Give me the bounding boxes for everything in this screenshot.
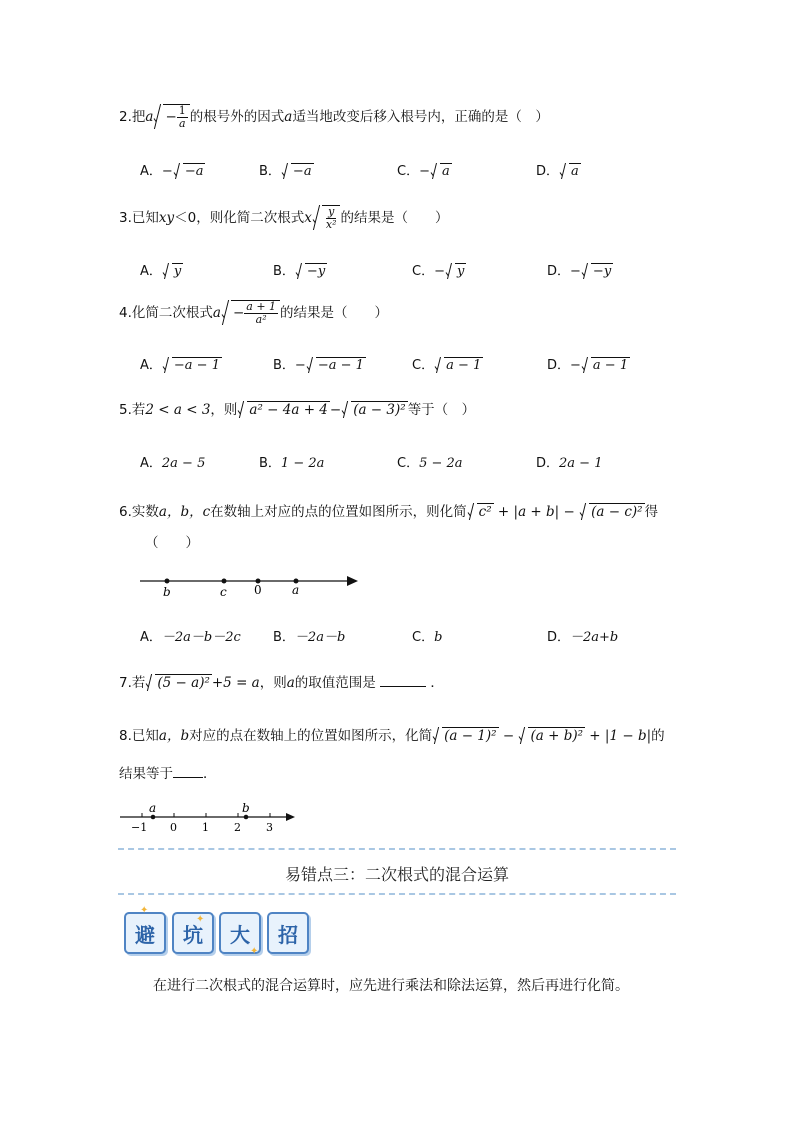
option-radicand: y xyxy=(456,264,465,279)
q8-mid: 对应的点在数轴上的位置如图所示，化简 xyxy=(189,728,433,744)
q4-option-c[interactable] xyxy=(412,354,483,373)
option-label: A． xyxy=(140,630,162,645)
q8-number-line xyxy=(118,800,300,836)
question-4-stem xyxy=(119,300,388,325)
section-divider-top xyxy=(118,848,676,850)
q5-radicand-2: (a − 3)² xyxy=(353,402,406,418)
question-8-stem xyxy=(119,724,665,744)
q6-abs: + |a + b| − xyxy=(493,504,580,520)
q3-cond-rel: ＜0，则化简二次根式 xyxy=(174,210,305,227)
q6-answer-paren: （ ） xyxy=(145,535,199,551)
q8-prefix: 8.已知 xyxy=(119,728,159,744)
q3-frac-den: x² xyxy=(325,217,337,231)
option-label: A． xyxy=(140,456,162,471)
option-radical xyxy=(163,263,183,279)
q7-end: ． xyxy=(430,675,444,691)
q4-frac-num: a + 1 xyxy=(246,300,277,313)
q5-option-d[interactable] xyxy=(536,452,602,471)
q4-var: a xyxy=(212,305,221,322)
q2-radical: − $\frac{1}{a}$ xyxy=(154,104,189,129)
q2-option-d[interactable] xyxy=(536,160,581,179)
q4-radical xyxy=(222,300,280,325)
q4-frac-sign: − xyxy=(232,305,245,322)
option-text: 1 − 2a xyxy=(280,456,325,471)
q3-cond: xy xyxy=(158,210,175,227)
q2-frac-den: a xyxy=(178,116,186,130)
q8-abs: + |1 − b| xyxy=(585,728,652,744)
option-radical xyxy=(560,163,581,179)
q7-suffix: 的取值范围是 xyxy=(294,675,376,691)
option-radical xyxy=(307,357,366,373)
option-label: C． xyxy=(412,358,435,373)
sparkle-icon: ✦ xyxy=(140,905,149,916)
section-divider-bottom xyxy=(118,893,676,895)
q8-radicand-2: (a + b)² xyxy=(530,728,584,744)
option-text: b xyxy=(434,630,443,645)
badge-char-4: 招 xyxy=(267,912,309,954)
q5-minus: − xyxy=(329,402,342,418)
q2-var-2: a xyxy=(284,109,293,126)
option-radical xyxy=(163,357,222,373)
q6-label-c: c xyxy=(220,585,227,599)
option-radical xyxy=(582,263,613,279)
q5-radicand-1: a² − 4a + 4 xyxy=(249,402,328,418)
q8-tick-label-neg1: −1 xyxy=(131,821,148,834)
q6-label-a: a xyxy=(292,583,300,597)
option-sign: − xyxy=(570,358,581,373)
q8-tick-label-1: 1 xyxy=(202,821,209,834)
option-text: －2a－b xyxy=(294,630,346,645)
option-radicand: a xyxy=(441,164,450,179)
q6-prefix: 6.实数 xyxy=(119,504,159,520)
q5-option-a[interactable] xyxy=(140,452,205,471)
option-label: A． xyxy=(140,164,162,179)
q8-point-a xyxy=(151,815,156,820)
badge-char-2: 坑 xyxy=(172,912,214,954)
option-label: C． xyxy=(397,456,420,471)
q8-answer-blank[interactable] xyxy=(173,777,203,778)
q7-mid: ，则 xyxy=(259,675,287,691)
option-label: D． xyxy=(536,164,560,179)
q2-suffix: 适当地改变后移入根号内，正确的是（ ） xyxy=(292,109,549,126)
q6-suffix: 得 xyxy=(644,504,659,520)
option-label: D． xyxy=(547,264,571,279)
q8-point-b xyxy=(244,815,249,820)
q5-option-c[interactable] xyxy=(397,452,463,471)
q3-prefix: 3.已知 xyxy=(119,210,159,227)
q8-line2-text: 结果等于 xyxy=(119,766,173,782)
option-label: D． xyxy=(547,630,571,645)
option-sign: − xyxy=(294,358,306,373)
option-radical xyxy=(446,263,466,279)
q6-radicand-1: c² xyxy=(478,504,492,520)
q6-point-c xyxy=(222,579,227,584)
q2-frac-num: 1 xyxy=(178,104,186,117)
q3-suffix: 的结果是（ ） xyxy=(340,210,449,227)
q8-radicand-1: (a − 1)² xyxy=(444,728,497,744)
q8-radical-2 xyxy=(519,727,585,744)
q8-minus: − xyxy=(498,728,519,744)
q3-option-d[interactable] xyxy=(547,260,613,279)
option-label: A． xyxy=(140,358,162,373)
option-label: C． xyxy=(412,630,435,645)
option-radicand: −y xyxy=(306,264,326,279)
question-5-stem xyxy=(119,398,475,418)
question-6-stem xyxy=(119,500,658,520)
option-radical xyxy=(435,357,483,373)
badge-char-3: 大 xyxy=(219,912,261,954)
q6-option-d[interactable] xyxy=(547,626,618,645)
q7-radical xyxy=(146,674,211,691)
option-radical xyxy=(282,163,314,179)
option-label: B． xyxy=(273,630,295,645)
q4-frac-den: a² xyxy=(255,312,267,326)
q6-option-a[interactable] xyxy=(140,626,241,645)
q5-option-b[interactable] xyxy=(259,452,324,471)
option-text: －2a+b xyxy=(570,630,619,645)
option-label: D． xyxy=(547,358,571,373)
option-text: 2a − 1 xyxy=(559,456,603,471)
q4-suffix: 的结果是（ ） xyxy=(280,305,389,322)
q7-var: a xyxy=(286,675,295,691)
q4-prefix: 4.化简二次根式 xyxy=(119,305,213,322)
q6-radicand-2: (a − c)² xyxy=(591,504,643,520)
section-tip-text: 在进行二次根式的混合运算时，应先进行乘法和除法运算，然后再进行化简。 xyxy=(153,978,629,994)
q4-option-d[interactable] xyxy=(547,354,630,373)
q2-var: a xyxy=(145,109,154,126)
option-radicand: −a − 1 xyxy=(317,358,364,373)
option-radical xyxy=(582,357,630,373)
q6-vars: a，b，c xyxy=(158,504,211,520)
q5-cond: 2 < a < 3 xyxy=(145,402,211,418)
q8-end: ． xyxy=(203,766,217,782)
q3-radical xyxy=(313,205,341,230)
option-label: C． xyxy=(397,164,420,179)
option-radicand: −a − 1 xyxy=(173,358,220,373)
option-radicand: −a xyxy=(292,164,312,179)
option-sign: − xyxy=(570,264,581,279)
option-label: C． xyxy=(412,264,435,279)
q8-label-b: b xyxy=(242,801,250,815)
q7-prefix: 7.若 xyxy=(119,675,146,691)
q8-axis-arrow xyxy=(286,813,295,821)
q8-tick-label-3: 3 xyxy=(266,821,273,834)
q8-vars: a，b xyxy=(158,728,190,744)
question-8-line-2 xyxy=(119,762,217,782)
question-7-stem xyxy=(119,671,444,691)
q6-number-line xyxy=(138,570,363,602)
option-radicand: a xyxy=(571,164,579,179)
q4-option-a[interactable] xyxy=(140,354,222,373)
option-radical xyxy=(296,263,327,279)
option-text: －2a－b－2c xyxy=(161,630,241,645)
badge-char-1: 避 xyxy=(124,912,166,954)
q7-radicand: (5 − a)² xyxy=(157,675,210,691)
option-sign: − xyxy=(434,264,445,279)
q6-label-0: 0 xyxy=(254,583,262,597)
option-label: B． xyxy=(273,264,295,279)
q5-radical-1 xyxy=(238,401,329,418)
q6-radical-2 xyxy=(580,503,644,520)
option-radicand: a − 1 xyxy=(592,358,629,373)
question-2-stem xyxy=(119,104,549,129)
question-3-stem xyxy=(119,205,448,230)
option-sign: − xyxy=(419,164,430,179)
option-radicand: a − 1 xyxy=(446,358,482,373)
q2-option-a[interactable] xyxy=(140,160,205,179)
q3-option-b[interactable] xyxy=(273,260,327,279)
sparkle-icon: ✦ xyxy=(196,914,205,925)
q3-var: x xyxy=(304,210,312,227)
q6-option-c[interactable] xyxy=(412,626,442,645)
q8-radical-1 xyxy=(433,727,498,744)
option-label: B． xyxy=(259,456,281,471)
q5-radical-2 xyxy=(342,401,407,418)
option-text: 5 − 2a xyxy=(419,456,463,471)
q2-middle: 的根号外的因式 xyxy=(189,109,285,126)
option-radicand: −y xyxy=(592,264,612,279)
q7-answer-blank[interactable] xyxy=(380,686,426,687)
option-label: B． xyxy=(273,358,295,373)
option-label: A． xyxy=(140,264,162,279)
q6-option-b[interactable] xyxy=(273,626,345,645)
q5-suffix: 等于（ ） xyxy=(407,402,476,418)
q4-option-b[interactable] xyxy=(273,354,366,373)
q3-option-a[interactable] xyxy=(140,260,183,279)
q8-suffix: 的 xyxy=(651,728,665,744)
option-radical xyxy=(431,163,452,179)
q7-plus: +5 = a xyxy=(211,675,260,691)
q3-frac-num: y xyxy=(328,205,335,218)
q6-radical-1 xyxy=(468,503,494,520)
sparkle-icon: ✦ xyxy=(250,946,259,957)
q6-mid: 在数轴上对应的点的位置如图所示，则化简 xyxy=(210,504,467,520)
option-text: 2a − 5 xyxy=(161,456,206,471)
option-label: D． xyxy=(536,456,560,471)
q2-prefix: 2.把 xyxy=(119,109,146,126)
q6-point-b xyxy=(165,579,170,584)
option-sign: − xyxy=(161,164,173,179)
q5-mid: ，则 xyxy=(210,402,238,418)
q6-label-b: b xyxy=(163,585,171,599)
q5-prefix: 5.若 xyxy=(119,402,146,418)
q2-option-c[interactable] xyxy=(397,160,452,179)
q3-option-c[interactable] xyxy=(412,260,466,279)
q8-label-a: a xyxy=(149,801,157,815)
option-radicand: −a xyxy=(184,164,204,179)
option-radical xyxy=(174,163,206,179)
option-label: B． xyxy=(259,164,281,179)
q2-option-b[interactable] xyxy=(259,160,314,179)
q6-axis-arrow xyxy=(347,576,358,586)
option-radicand: y xyxy=(173,264,182,279)
q8-tick-label-0: 0 xyxy=(170,821,177,834)
section-title: 易错点三：二次根式的混合运算 xyxy=(284,865,509,884)
q8-tick-label-2: 2 xyxy=(234,821,241,834)
